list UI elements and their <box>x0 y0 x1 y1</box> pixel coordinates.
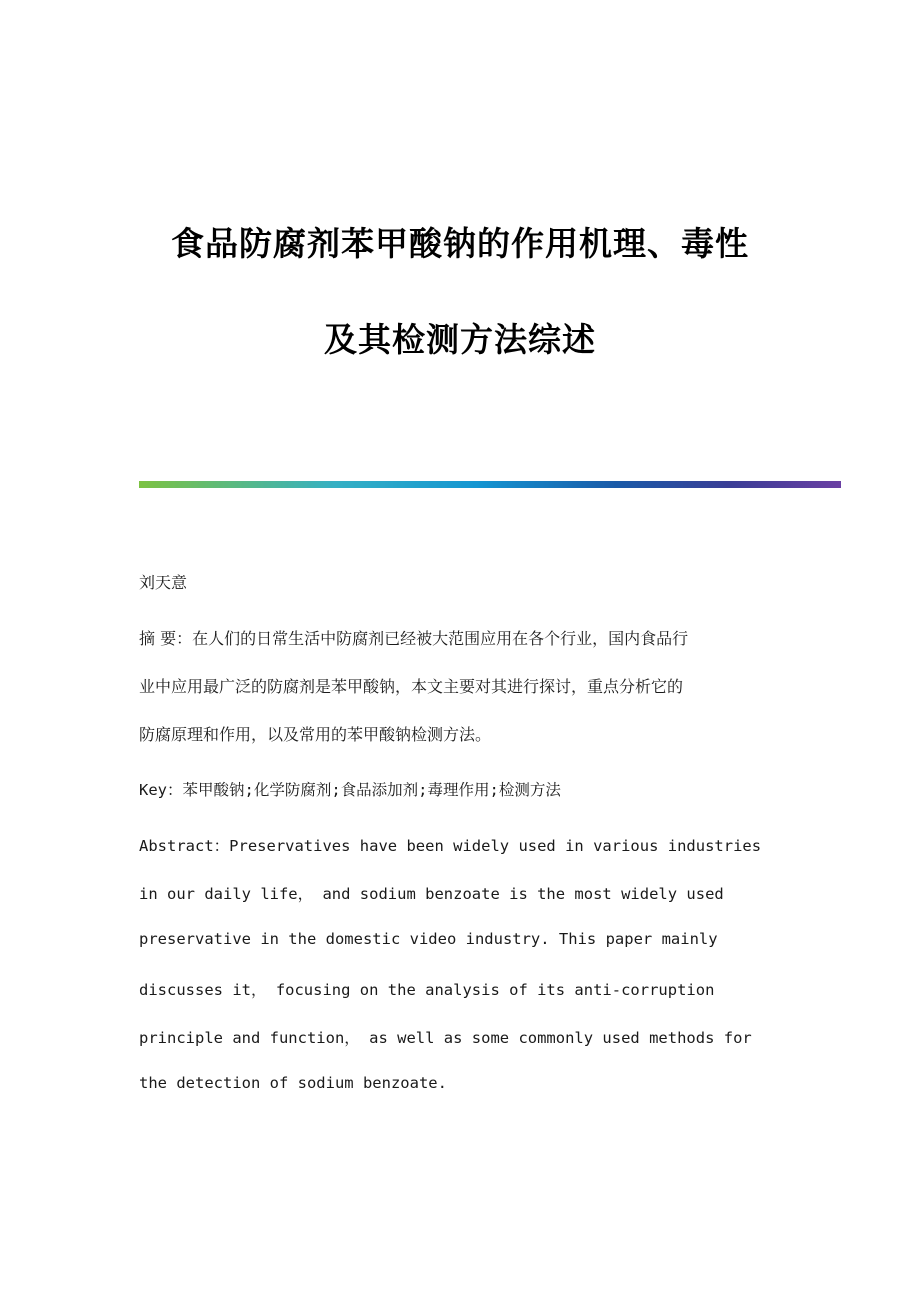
title-line-2: 及其检测方法综述 <box>324 320 596 359</box>
abstract-en-line-5: principle and function， as well as some commonly used methods for <box>139 1029 752 1047</box>
abstract-en-line-2: in our daily life， and sodium benzoate is the most widely used <box>139 885 724 903</box>
gradient-divider <box>139 481 841 488</box>
abstract-en-line-6: the detection of sodium benzoate. <box>139 1074 447 1092</box>
abstract-cn-line-2: 业中应用最广泛的防腐剂是苯甲酸钠，本文主要对其进行探讨，重点分析它的 <box>139 677 684 696</box>
author-name: 刘天意 <box>139 573 188 592</box>
abstract-cn-line-3: 防腐原理和作用，以及常用的苯甲酸钠检测方法。 <box>139 725 492 744</box>
keywords-line: Key：苯甲酸钠;化学防腐剂;食品添加剂;毒理作用;检测方法 <box>139 781 561 799</box>
abstract-en-line-1: Abstract：Preservatives have been widely used in various industries <box>139 837 762 855</box>
abstract-cn-line-1: 摘 要：在人们的日常生活中防腐剂已经被大范围应用在各个行业，国内食品行 <box>139 629 689 648</box>
abstract-en-line-4: discusses it， focusing on the analysis of its anti-corruption <box>139 981 715 999</box>
title-line-1: 食品防腐剂苯甲酸钠的作用机理、毒性 <box>171 224 749 263</box>
abstract-en-line-3: preservative in the domestic video industry. This paper mainly <box>139 930 718 948</box>
